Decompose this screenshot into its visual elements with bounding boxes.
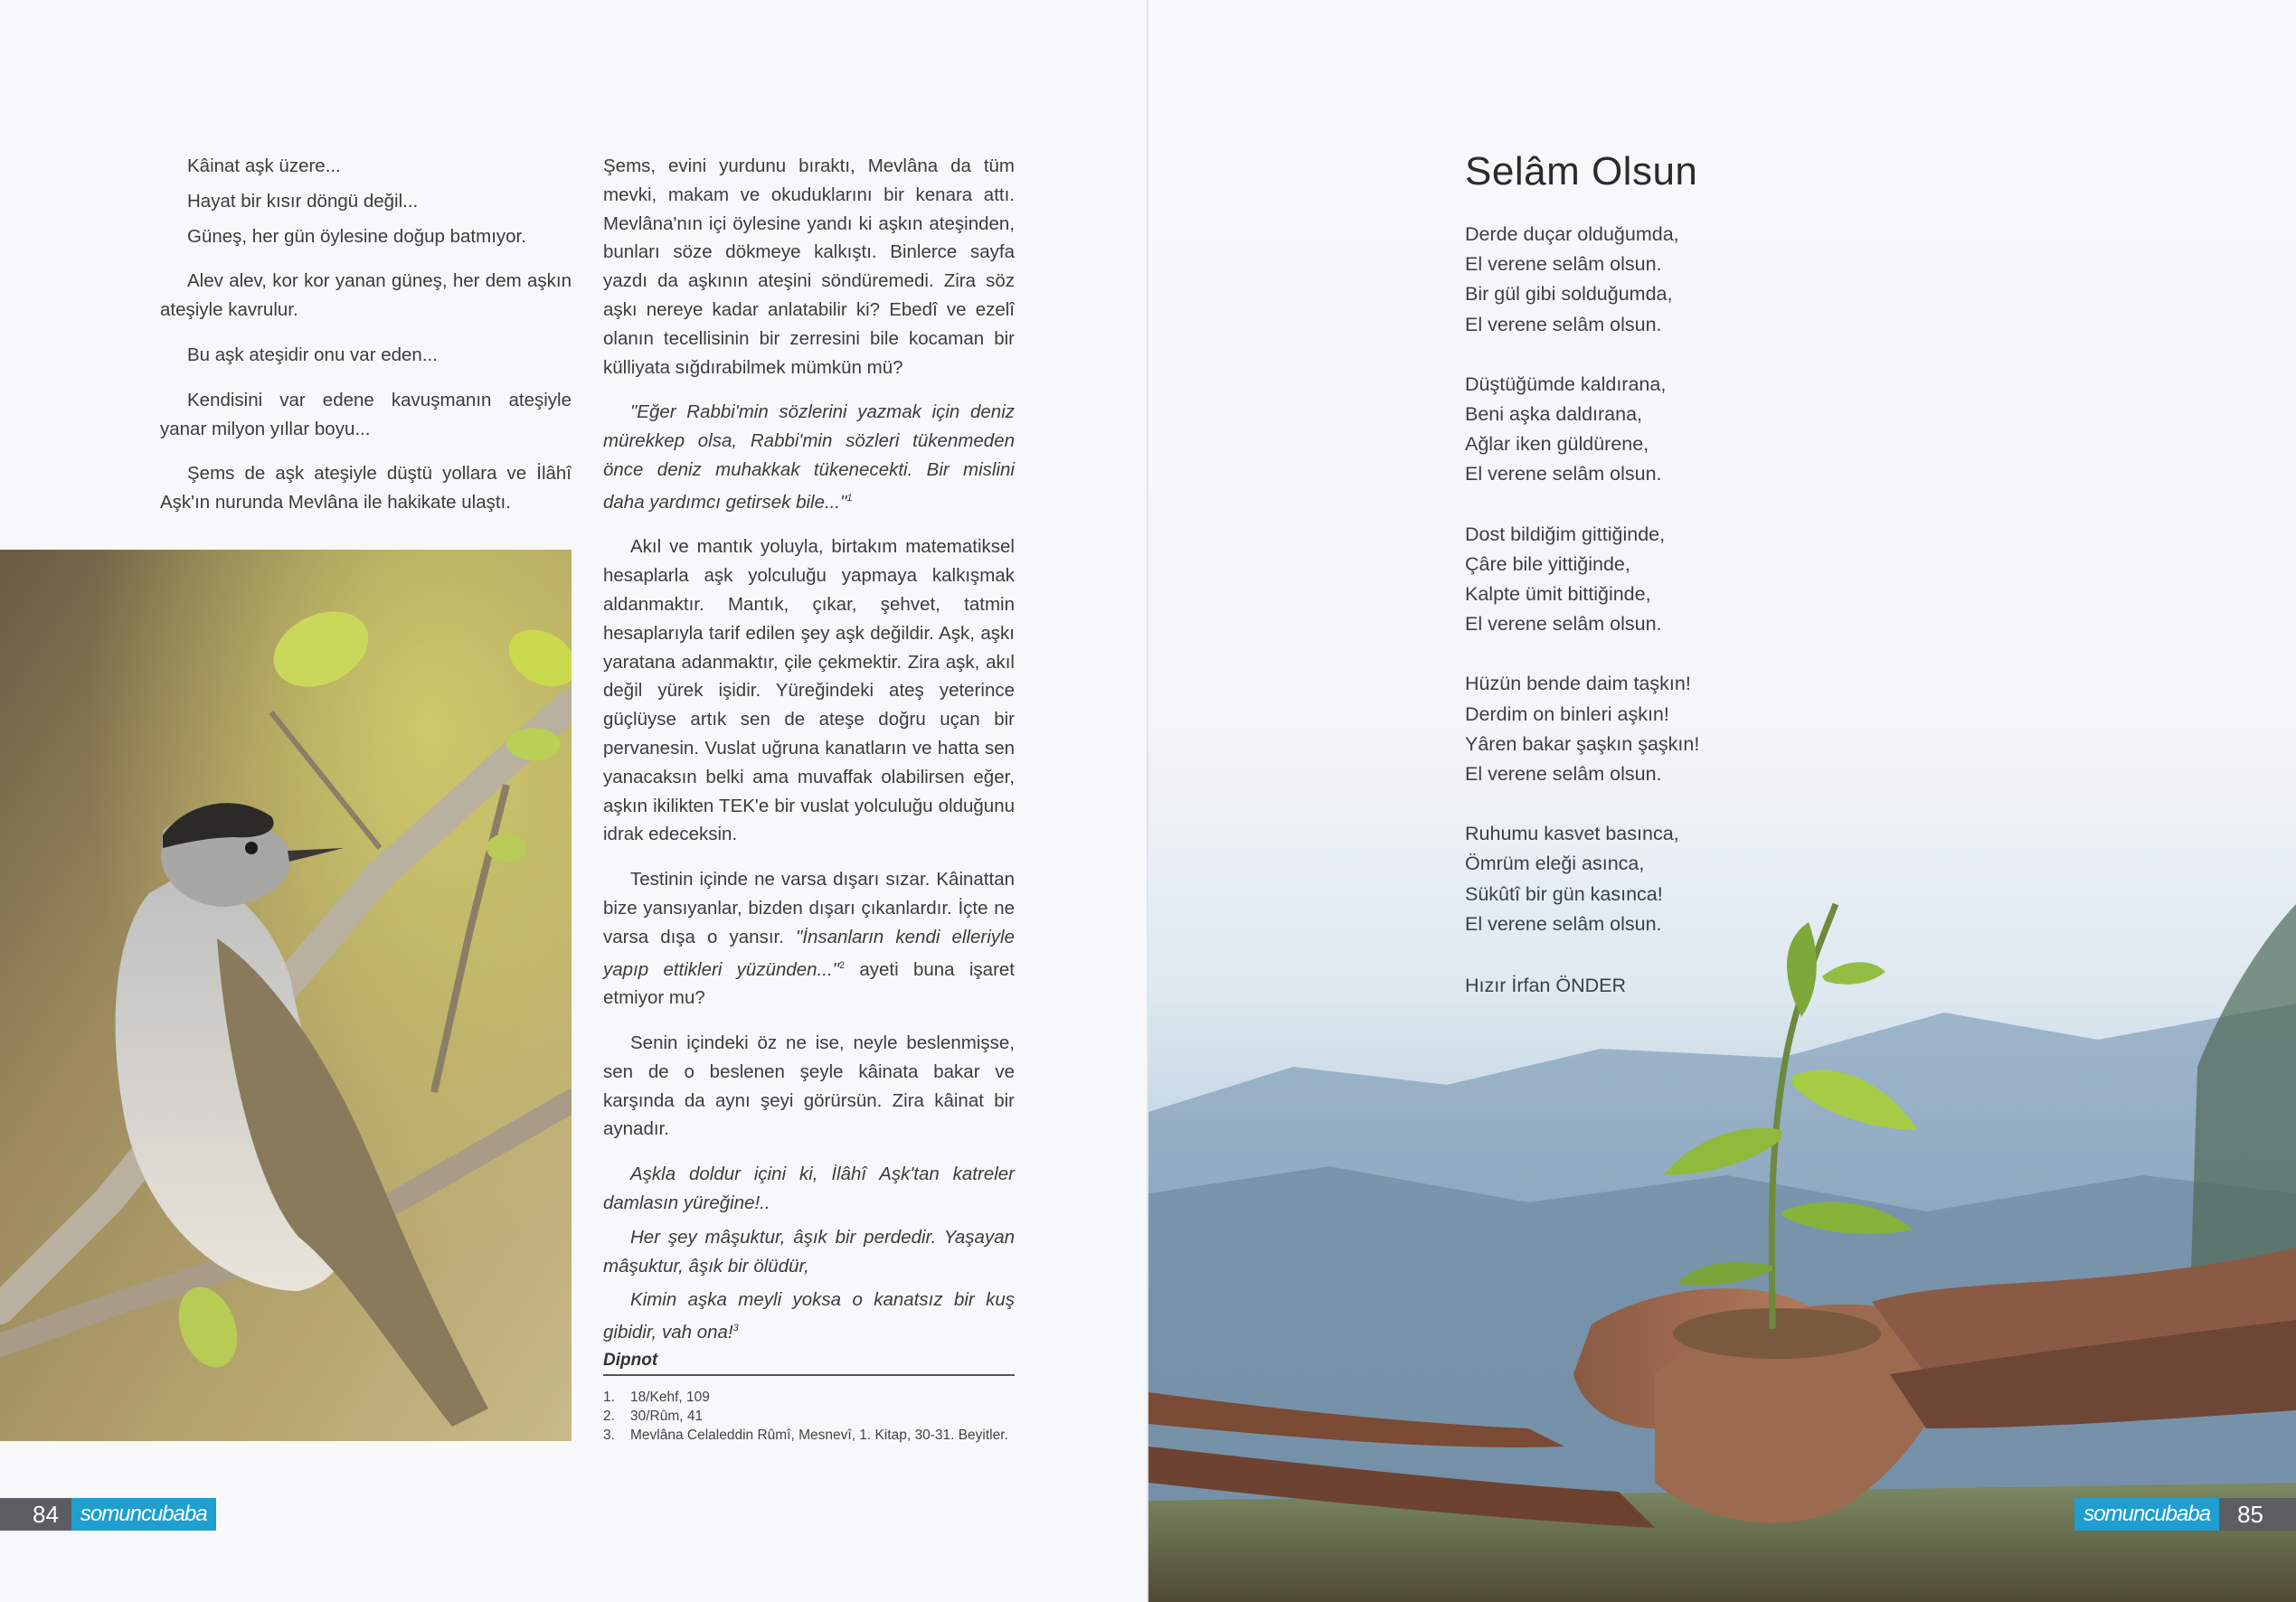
paragraph: Şems, evini yurdunu bıraktı, Mevlâna da tüm mevki, makam ve okuduklarını bir kenara attı. Mevlâna'nın içi öylesine yandı ki aşkın ateşinden, bunları söze dökmeye kalkıştı. Binlerce sayfa yazdı da aşkının ateşini söndüremedi. Zira söz aşkı nereye kadar anlatabilir ki? Ebedî ve ezelî olanın tecellisinin bir zerresini bile kocaman bir külliyata sığdırabilmek mümkün mü? [603,155,1015,378]
paragraph: Güneş, her gün öylesine doğup batmıyor. [187,225,526,247]
footnote-list [603,1388,1037,1445]
page-number: 84 [0,1498,71,1531]
poem-line: Yâren bakar şaşkın şaşkın! [1465,732,1700,755]
poem-line: Sükûtî bir gün kasınca! [1465,882,1663,905]
paragraph [603,865,1015,1013]
paragraph: Akıl ve mantık yoluyla, birtakım matematiksel hesaplarla aşk yolculuğu yapmaya kalkışmak aldanmaktır. Mantık, çıkar, şehvet, tatmin hesaplarıyla tarif edilen şey aşk değildir. Aşk, aşkı yaratana adanmaktır, çile çekmektir. Zira aşk, akıl değil yürek işidir. Yüreğindeki ateş yeterince güçlüyse artık sen de ateşe doğru uçan bir pervanesin. Vuslat uğruna kanatların ve hatta sen yanacaksın belki ama muvaffak olabilirsen eğer, aşkın ikilikten TEK'e bir vuslat yolculuğu olduğunu idrak edeceksin. [603,536,1015,845]
paragraph: Alev alev, kor kor yanan güneş, her dem aşkın ateşiyle kavrulur. [160,270,572,321]
page-number-badge-left [0,1498,216,1531]
poem-line: El verene selâm olsun. [1465,912,1662,935]
quote-text: "Eğer Rabbi'min sözlerini yazmak için deniz mürekkep olsa, Rabbi'min sözleri tükenmeden önce deniz muhakkak tükenecekti. Bir mislini daha yardımcı getirsek bile..." [603,401,1015,513]
footnote-divider [603,1374,1015,1376]
poem-line: Kalpte ümit bittiğinde, [1465,583,1651,606]
poem-line: El verene selâm olsun. [1465,763,1662,786]
footnote-text: 18/Kehf, 109 [630,1390,710,1405]
poem-author: Hızır İrfan ÖNDER [1465,975,1626,996]
poem [1465,220,1699,969]
paragraph-text: ayeti buna işaret etmiyor mu? [603,958,1016,1009]
right-page [1148,0,2296,1602]
poem-line: Bir gül gibi solduğumda, [1465,283,1673,306]
brand-logo: somuncubaba [71,1498,216,1531]
paragraph: Senin içindeki öz ne ise, neyle beslenmişse, sen de o beslenen şeyle kâinata bakar ve karşında da aynı şeyi görürsün. Zira kâinat bir aynadır. [603,1032,1015,1140]
footnote-item [603,1426,1037,1445]
paragraph: Kâinat aşk üzere... [187,155,341,176]
paragraph: Kendisini var edene kavuşmanın ateşiyle yanar milyon yıllar boyu... [160,389,572,439]
footnote-number: 3. [603,1428,615,1443]
paragraph-text: Testinin içinde ne varsa dışarı sızar. Kâinattan bize yansıyanlar, bizden dışarı çıkanlardır. İçte ne varsa dışa o yansır. [603,869,1015,947]
quote-paragraph [603,398,1015,516]
footnote-number: 2. [603,1409,615,1424]
poem-line: El verene selâm olsun. [1465,613,1662,636]
poem-stanza [1465,370,1699,490]
footnote-ref: 2 [838,959,846,971]
page-number: 85 [2219,1498,2296,1531]
poem-stanza [1465,669,1699,789]
footnote-item [603,1388,1037,1407]
text-column-2 [603,152,1015,1363]
footnote-title: Dipnot [603,1351,658,1370]
brand-logo: somuncubaba [2074,1498,2219,1531]
poem-line: Derde duçar olduğumda, [1465,223,1679,245]
poem-title: Selâm Olsun [1465,149,1698,193]
poem-line: El verene selâm olsun. [1465,313,1662,335]
footnote-text: 30/Rûm, 41 [630,1409,704,1424]
poem-line: Derdim on binleri aşkın! [1465,702,1669,725]
poem-line: Düştüğümde kaldırana, [1465,372,1667,395]
quote-text: "İnsanların kendi elleriyle yapıp ettikleri yüzünden..." [603,926,1015,980]
poem-stanza [1465,520,1699,640]
poem-line: Ruhumu kasvet basınca, [1465,823,1679,845]
poem-line: El verene selâm olsun. [1465,463,1662,485]
poem-line: El verene selâm olsun. [1465,253,1662,276]
italic-line: Aşkla doldur içini ki, İlâhî Aşk'tan katreler damlasın yüreğine!.. [603,1164,1015,1213]
footnote-ref: 3 [732,1323,739,1334]
footnote-text: Mevlâna Celaleddin Rûmî, Mesnevî, 1. Kitap, 30-31. Beyitler. [630,1428,1008,1443]
footnote-item [603,1407,1037,1426]
poem-line: Beni aşka daldırana, [1465,403,1643,426]
poem-stanza [1465,220,1699,340]
poem-line: Ağlar iken güldürene, [1465,433,1649,456]
paragraph: Hayat bir kısır döngü değil... [187,190,419,212]
seedling-photo [1148,0,2296,1602]
paragraph: Şems de aşk ateşiyle düştü yollara ve İlâhî Aşk'ın nurunda Mevlâna ile hakikate ulaştı. [160,463,572,514]
italic-text: Kimin aşka meyli yoksa o kanatsız bir kuş gibidir, vah ona! [603,1289,1015,1343]
poem-line: Hüzün bende daim taşkın! [1465,673,1691,695]
italic-line: Her şey mâşuktur, âşık bir perdedir. Yaşayan mâşuktur, âşık bir ölüdür, [603,1226,1015,1277]
italic-line [603,1286,1015,1346]
left-page [0,0,1147,1602]
footnote-ref: 1 [846,492,853,504]
poem-line: Ömrüm eleği asınca, [1465,853,1645,875]
bird-photo [0,550,572,1441]
text-column-1 [160,152,572,533]
poem-line: Dost bildiğim gittiğinde, [1465,523,1666,545]
footnote-number: 1. [603,1390,615,1405]
poem-stanza [1465,819,1699,939]
poem-line: Çâre bile yittiğinde, [1465,552,1630,575]
paragraph: Bu aşk ateşidir onu var eden... [187,344,438,365]
page-number-badge-right [2074,1498,2296,1531]
